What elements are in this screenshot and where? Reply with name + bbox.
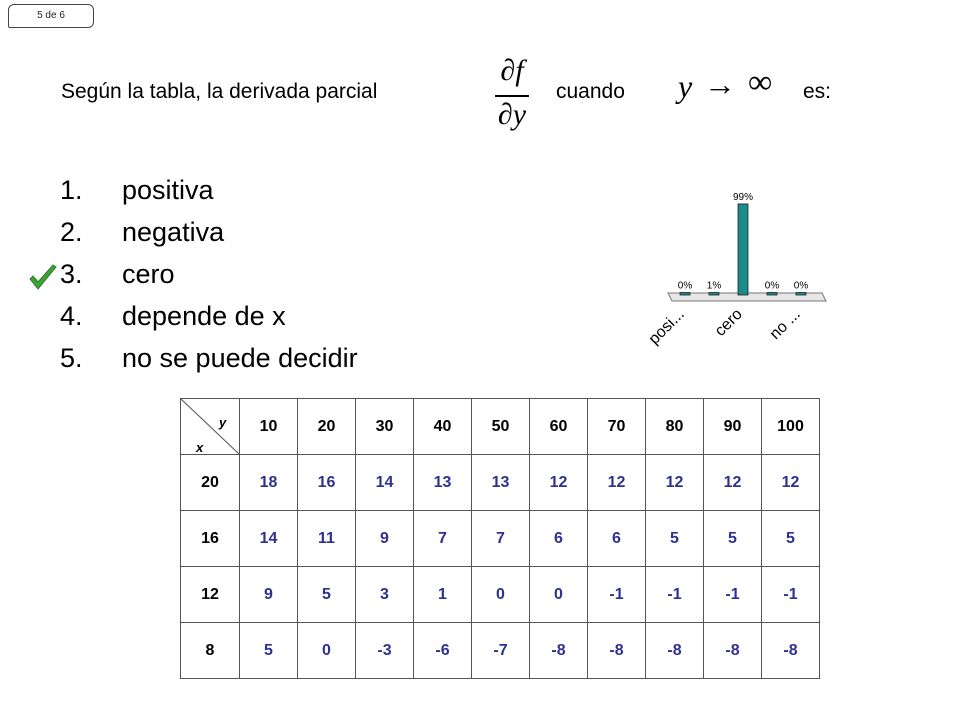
table-cell: 12	[588, 455, 646, 511]
table-cell: 5	[240, 623, 298, 679]
table-cell: -1	[646, 567, 704, 623]
values-table	[180, 398, 820, 679]
option-number: 2.	[60, 217, 83, 247]
chart-tick-label: cero	[711, 305, 746, 340]
response-bar-chart	[600, 175, 840, 375]
table-cell: 13	[414, 455, 472, 511]
question-middle: cuando	[556, 80, 625, 103]
limit-arrow: →	[704, 66, 736, 102]
question-prefix: Según la tabla, la derivada parcial	[61, 80, 378, 103]
option-label: positiva	[122, 175, 214, 205]
table-cell: 12	[530, 455, 588, 511]
derivative-numerator: ∂f	[500, 54, 524, 87]
checkmark-icon	[28, 264, 58, 292]
row-header: 8	[181, 623, 240, 679]
limit-variable: y	[678, 68, 693, 104]
col-header: 70	[588, 399, 646, 455]
option-number: 5.	[60, 343, 83, 373]
chart-bar	[796, 293, 806, 296]
table-cell: 3	[356, 567, 414, 623]
table-cell: -8	[588, 623, 646, 679]
table-cell: -6	[414, 623, 472, 679]
table-cell: -7	[472, 623, 530, 679]
chart-tick-label: no ...	[766, 305, 804, 343]
table-cell: 1	[414, 567, 472, 623]
corner-diagonal	[181, 399, 239, 454]
limit-target: ∞	[748, 64, 773, 101]
option-label: depende de x	[122, 301, 286, 331]
table-cell: 5	[298, 567, 356, 623]
table-cell: 14	[240, 511, 298, 567]
bar-value-label: 1%	[706, 280, 722, 292]
table-cell: -1	[588, 567, 646, 623]
col-header: 60	[530, 399, 588, 455]
table-cell: 18	[240, 455, 298, 511]
answer-options	[60, 170, 358, 380]
table-cell: 13	[472, 455, 530, 511]
option-number: 3.	[60, 259, 83, 289]
col-header: 30	[356, 399, 414, 455]
table-cell: 5	[704, 511, 762, 567]
table-cell: 9	[240, 567, 298, 623]
corner-y-label: y	[219, 415, 227, 430]
col-header: 40	[414, 399, 472, 455]
col-header: 10	[240, 399, 298, 455]
option-3[interactable]	[60, 254, 358, 296]
option-number: 4.	[60, 301, 83, 331]
option-label: negativa	[122, 217, 225, 247]
chart-tick-label: posi...	[645, 305, 688, 349]
chart-bar	[709, 293, 719, 296]
bar-value-label: 0%	[793, 280, 809, 292]
table-cell: 11	[298, 511, 356, 567]
bar-value-label: 0%	[677, 280, 693, 292]
option-2[interactable]	[60, 212, 358, 254]
chart-bar	[738, 204, 748, 295]
table-cell: -8	[762, 623, 820, 679]
col-header: 80	[646, 399, 704, 455]
table-row	[181, 567, 820, 623]
col-header: 20	[298, 399, 356, 455]
table-cell: 0	[530, 567, 588, 623]
table-cell: 0	[298, 623, 356, 679]
row-header: 20	[181, 455, 240, 511]
table-cell: -8	[646, 623, 704, 679]
table-header-row	[181, 399, 820, 455]
table-cell: 7	[472, 511, 530, 567]
table-cell: 7	[414, 511, 472, 567]
option-4[interactable]	[60, 296, 358, 338]
col-header: 100	[762, 399, 820, 455]
table-row	[181, 455, 820, 511]
row-header: 12	[181, 567, 240, 623]
table-cell: -8	[530, 623, 588, 679]
fraction-bar	[495, 95, 529, 97]
table-cell: 6	[588, 511, 646, 567]
table-cell: 12	[762, 455, 820, 511]
table-cell: -3	[356, 623, 414, 679]
derivative-denominator: ∂y	[497, 98, 527, 131]
row-header: 16	[181, 511, 240, 567]
table-cell: 14	[356, 455, 414, 511]
question-suffix: es:	[803, 80, 832, 103]
table-cell: 9	[356, 511, 414, 567]
slide-indicator: 5 de 6	[8, 4, 94, 28]
option-1[interactable]	[60, 170, 358, 212]
option-label: no se puede decidir	[122, 343, 358, 373]
chart-bar	[767, 293, 777, 296]
corner-x-label: x	[196, 440, 204, 455]
option-number: 1.	[60, 175, 83, 205]
table-cell: 0	[472, 567, 530, 623]
table-row	[181, 623, 820, 679]
table-cell: -1	[704, 567, 762, 623]
chart-bar	[680, 293, 690, 296]
col-header: 50	[472, 399, 530, 455]
table-cell: 5	[646, 511, 704, 567]
option-5[interactable]	[60, 338, 358, 380]
bar-value-label: 99%	[732, 191, 754, 203]
table-row	[181, 511, 820, 567]
limit-expression	[678, 64, 778, 108]
table-cell: 5	[762, 511, 820, 567]
table-cell: 12	[646, 455, 704, 511]
col-header: 90	[704, 399, 762, 455]
bar-value-label: 0%	[764, 280, 780, 292]
table-corner	[181, 399, 240, 455]
partial-derivative	[495, 54, 529, 134]
table-cell: 16	[298, 455, 356, 511]
table-cell: 6	[530, 511, 588, 567]
table-cell: -1	[762, 567, 820, 623]
option-label: cero	[122, 259, 175, 289]
table-cell: 12	[704, 455, 762, 511]
table-cell: -8	[704, 623, 762, 679]
